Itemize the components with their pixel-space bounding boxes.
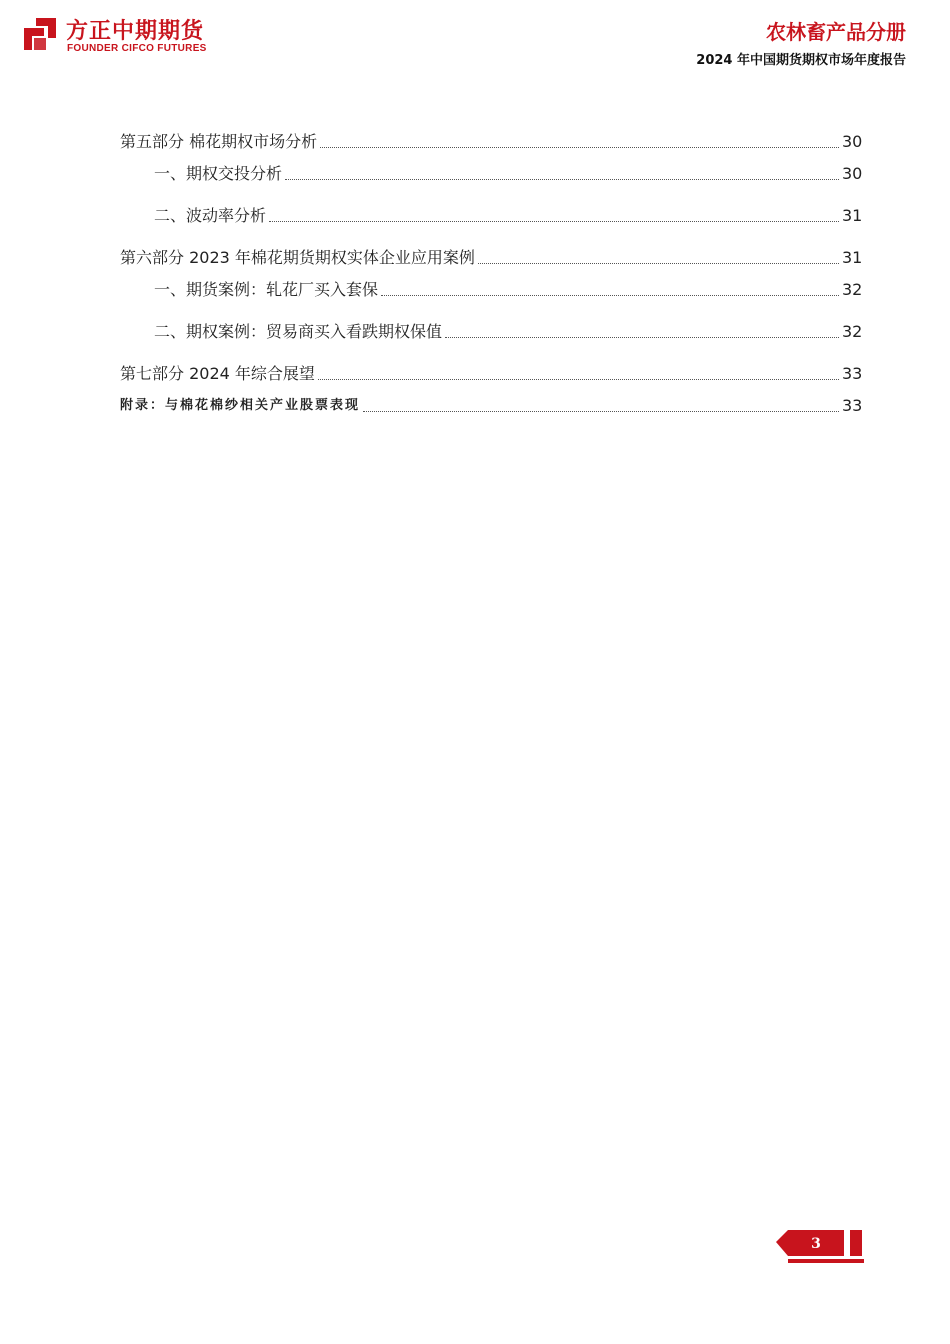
toc-entry-label: 一、期货案例：轧花厂买入套保 (154, 280, 379, 299)
toc-entry-label: 第六部分 2023 年棉花期货期权实体企业应用案例 (120, 248, 475, 267)
toc-dot-leader (363, 411, 839, 412)
logo-mark-icon (22, 16, 58, 52)
toc-entry-volatility[interactable] (120, 194, 862, 226)
toc-page-number: 33 (842, 396, 863, 415)
toc-page-number: 31 (842, 206, 863, 225)
toc-dot-leader (478, 263, 839, 264)
toc-entry-appendix[interactable] (120, 384, 862, 416)
toc-entry-options-case[interactable] (120, 310, 862, 342)
toc-entry-part-5[interactable] (120, 120, 862, 152)
toc-dot-leader (269, 221, 839, 222)
toc-page-number: 30 (842, 132, 863, 151)
toc-entry-part-6[interactable] (120, 236, 862, 268)
toc-entry-options-trading[interactable] (120, 152, 862, 184)
toc-entry-label: 二、波动率分析 (154, 206, 267, 225)
toc-page-number: 32 (842, 280, 863, 299)
toc-entry-label: 第五部分 棉花期权市场分析 (120, 132, 318, 151)
toc-page-number: 31 (842, 248, 863, 267)
toc-page-number: 33 (842, 364, 863, 383)
toc-entry-futures-case[interactable] (120, 268, 862, 300)
toc-page-number: 30 (842, 164, 863, 183)
toc-page-number: 32 (842, 322, 863, 341)
toc-entry-part-7[interactable] (120, 352, 862, 384)
toc-dot-leader (445, 337, 839, 338)
page-number: 3 (811, 1236, 821, 1252)
toc-dot-leader (381, 295, 839, 296)
logo-chinese-name: 方正中期期货 (66, 19, 205, 44)
toc-dot-leader (285, 179, 839, 180)
toc-entry-label: 一、期权交投分析 (154, 164, 283, 183)
report-title: 2024 年中国期货期权市场年度报告 (696, 53, 906, 68)
company-logo (22, 14, 222, 58)
toc-entry-label: 二、期权案例：贸易商买入看跌期权保值 (154, 322, 443, 341)
logo-english-name: FOUNDER CIFCO FUTURES (67, 43, 207, 54)
table-of-contents (120, 120, 862, 416)
booklet-title: 农林畜产品分册 (766, 20, 906, 44)
header-titles (696, 18, 906, 70)
toc-dot-leader (318, 379, 839, 380)
toc-entry-label: 第七部分 2024 年综合展望 (120, 364, 315, 383)
toc-dot-leader (320, 147, 839, 148)
toc-entry-label: 附录：与棉花棉纱相关产业股票表现 (120, 398, 361, 413)
